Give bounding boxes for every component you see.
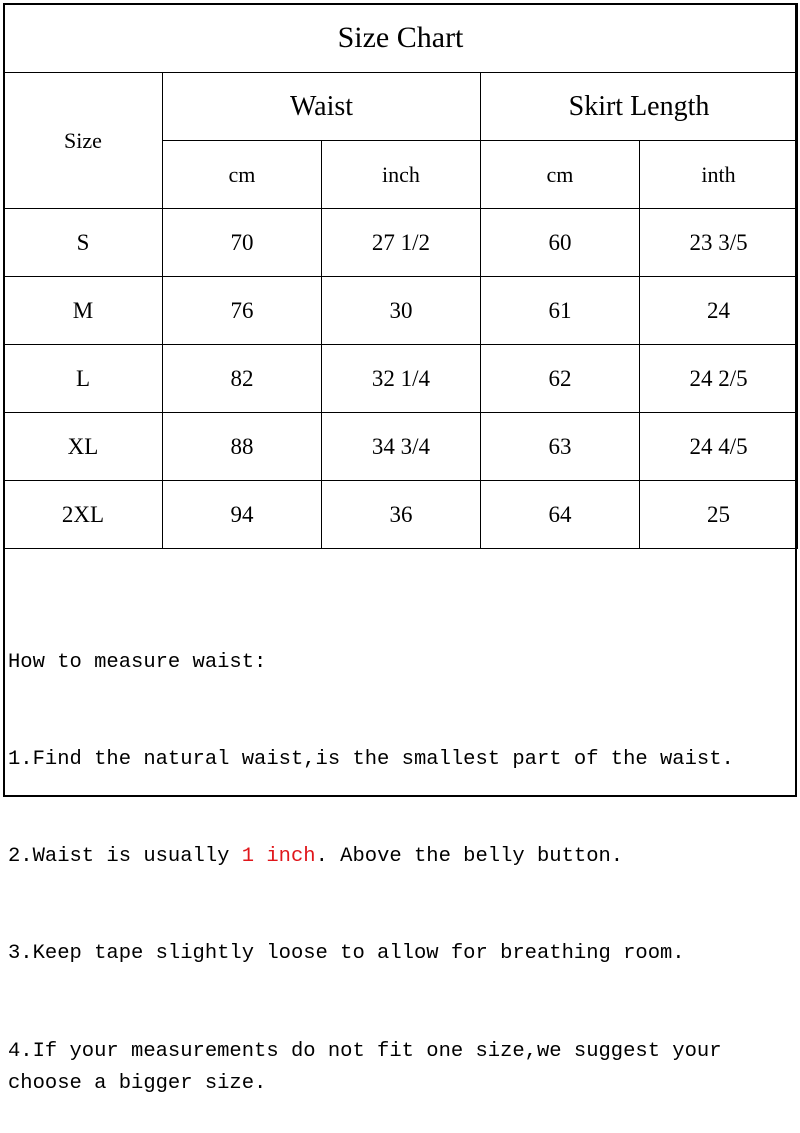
table-row [4,277,798,345]
waist-cm-header: cm [163,141,322,209]
size-cell: S [4,209,163,277]
chart-title: Size Chart [4,4,798,73]
waist-cm-cell: 76 [163,277,322,345]
waist-inch-cell: 36 [322,481,481,549]
length-inch-cell: 25 [640,481,798,549]
size-cell: L [4,345,163,413]
size-header: Size [4,73,163,209]
size-chart-table [3,3,798,549]
instructions-heading: How to measure waist: [8,650,267,674]
skirt-length-header: Skirt Length [481,73,798,141]
length-inch-cell: 24 [640,277,798,345]
table-row [4,209,798,277]
instruction-line-2 [8,841,794,873]
instruction-line-1: 1.Find the natural waist,is the smallest part of the waist. [8,748,734,772]
length-cm-cell: 63 [481,413,640,481]
length-cm-cell: 62 [481,345,640,413]
waist-inch-cell: 32 1/4 [322,345,481,413]
length-inch-cell: 24 2/5 [640,345,798,413]
waist-inch-header: inch [322,141,481,209]
table-row [4,413,798,481]
waist-cm-cell: 88 [163,413,322,481]
waist-header: Waist [163,73,481,141]
waist-cm-cell: 70 [163,209,322,277]
length-cm-cell: 61 [481,277,640,345]
table-row [4,345,798,413]
length-inch-cell: 24 4/5 [640,413,798,481]
table-row [4,481,798,549]
instruction-line-2-end: . Above the belly button. [315,845,624,869]
waist-cm-cell: 82 [163,345,322,413]
length-inch-header: inth [640,141,798,209]
size-cell: M [4,277,163,345]
length-cm-cell: 60 [481,209,640,277]
length-inch-cell: 23 3/5 [640,209,798,277]
size-cell: XL [4,413,163,481]
waist-inch-cell: 30 [322,277,481,345]
instruction-line-4: 4.If your measurements do not fit one size,we suggest your choose a bigger size. [8,1039,734,1096]
length-cm-cell: 64 [481,481,640,549]
length-cm-header: cm [481,141,640,209]
instruction-line-3: 3.Keep tape slightly loose to allow for breathing room. [8,942,685,966]
waist-cm-cell: 94 [163,481,322,549]
highlight-1-inch: 1 inch [241,845,316,869]
measure-instructions [8,582,794,1133]
waist-inch-cell: 27 1/2 [322,209,481,277]
instruction-line-2-start: 2.Waist is usually [8,845,242,869]
size-cell: 2XL [4,481,163,549]
waist-inch-cell: 34 3/4 [322,413,481,481]
